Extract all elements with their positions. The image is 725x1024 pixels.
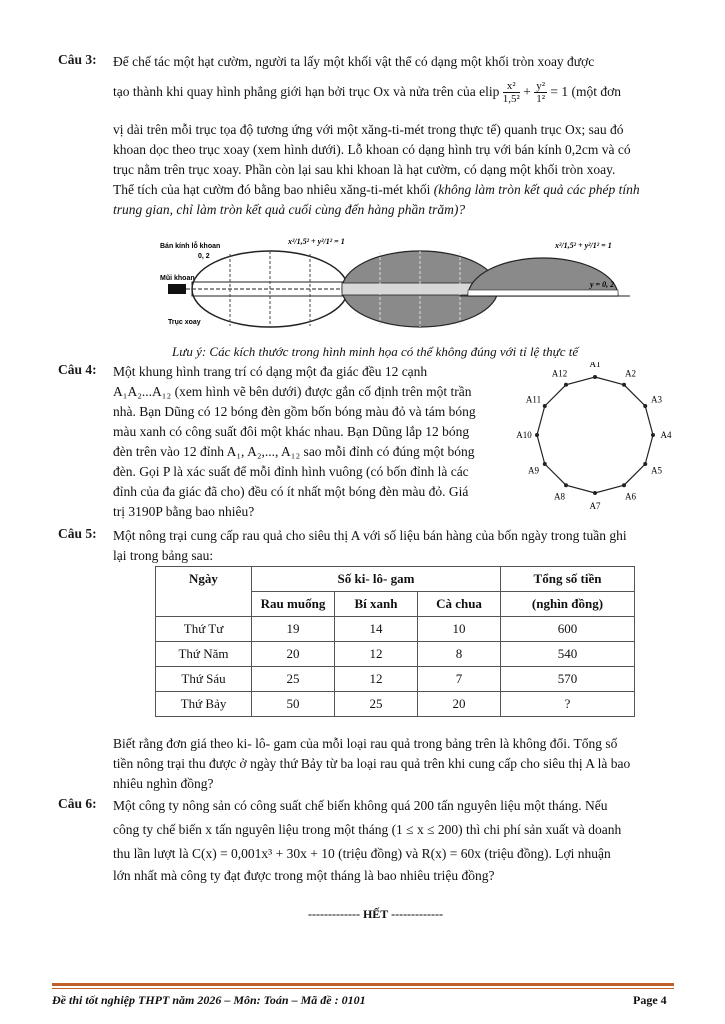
vertex-dot bbox=[643, 462, 647, 466]
table-cell: 8 bbox=[418, 642, 501, 667]
table-row bbox=[156, 667, 635, 692]
q6-line1: Một công ty nông sản có công suất chế biến không quá 200 tấn nguyên liệu một tháng. Nếu bbox=[113, 798, 608, 813]
footer-divider-thin bbox=[52, 988, 674, 989]
vertex-label: A4 bbox=[660, 430, 672, 440]
q4-line7: đỉnh của đa giác đã cho) đều có ít nhất một bóng đèn màu đỏ. Giá bbox=[113, 484, 469, 499]
table-cell: ? bbox=[501, 692, 635, 717]
svg-text:Mũi khoan: Mũi khoan bbox=[160, 275, 195, 282]
svg-text:x²/1,5² + y²/1² = 1: x²/1,5² + y²/1² = 1 bbox=[555, 241, 612, 250]
q3-line7: trung gian, chỉ làm tròn kết quả cuối cùng đến hàng phần trăm)? bbox=[113, 202, 466, 217]
page-number: Page 4 bbox=[633, 993, 667, 1007]
q3-line2: tạo thành khi quay hình phẳng giới hạn bởi trục Ox và nửa trên của elip $\frac{\text{x²}}{\text{1,5²}}$ + $\frac{\text{y²}}{\text{1²}}$ = 1 (một đơn bbox=[113, 80, 621, 106]
bead-figure bbox=[160, 234, 635, 339]
table-cell: 7 bbox=[418, 667, 501, 692]
q4-line3: nhà. Bạn Dũng có 12 bóng đèn gồm bốn bóng màu đỏ và tám bóng bbox=[113, 404, 476, 419]
q3-line2a: tạo thành khi quay hình phẳng giới hạn bởi trục Ox và nửa trên của elip bbox=[113, 84, 500, 99]
dodecagon-outline bbox=[537, 377, 653, 493]
table-row bbox=[156, 617, 635, 642]
header-kg: Số ki- lô- gam bbox=[252, 567, 501, 592]
q3-line6: Thể tích của hạt cườm đó bằng bao nhiêu xăng-ti-mét khối (không làm tròn kết quả các phép tính bbox=[113, 182, 640, 197]
header-total: Tổng số tiền bbox=[501, 567, 635, 592]
vertex-label: A6 bbox=[625, 491, 636, 502]
header-col: Bí xanh bbox=[335, 592, 418, 617]
vertex-dot bbox=[651, 433, 655, 437]
q5-after1: Biết rằng đơn giá theo ki- lô- gam của mỗi loại rau quả trong bảng trên là không đổi. Tổng số bbox=[113, 736, 618, 751]
table-cell: 20 bbox=[252, 642, 335, 667]
q5-after2: tiền nông trại thu được ở ngày thứ Bảy từ ba loại rau quả trên khi cung cấp cho siêu thị A là bao bbox=[113, 756, 631, 771]
table-cell: 25 bbox=[252, 667, 335, 692]
vertex-label: A8 bbox=[554, 491, 565, 502]
table-cell: 19 bbox=[252, 617, 335, 642]
q5-after3: nhiêu nghìn đồng? bbox=[113, 776, 214, 791]
q4-line1: Một khung hình trang trí có dạng một đa giác đều 12 cạnh bbox=[113, 364, 428, 379]
vertex-label: A5 bbox=[650, 465, 662, 476]
q4-line8: trị 3190P bằng bao nhiêu? bbox=[113, 504, 255, 519]
table-cell: Thứ Sáu bbox=[156, 667, 252, 692]
q6-line4: lớn nhất mà công ty đạt được trong một tháng là bao nhiêu triệu đồng? bbox=[113, 868, 495, 883]
q3-note: Lưu ý: Các kích thước trong hình minh họa có thể không đúng với tỉ lệ thực tế bbox=[172, 344, 579, 359]
q4-line4: màu xanh có công suất đôi một khác nhau. Bạn Dũng lắp 12 bóng bbox=[113, 424, 470, 439]
question-4-label: Câu 4: bbox=[58, 362, 97, 377]
q3-line1: Để chế tác một hạt cườm, người ta lấy một khối vật thể có dạng một khối tròn xoay được bbox=[113, 54, 595, 69]
q3-line2b: = 1 (một đơn bbox=[550, 84, 621, 99]
question-6-label: Câu 6: bbox=[58, 796, 97, 811]
table-cell: 540 bbox=[501, 642, 635, 667]
table-cell: 14 bbox=[335, 617, 418, 642]
q4-line2: A₁A₂...A₁₂ (xem hình vẽ bên dưới) được gắn cố định trên một trần bbox=[113, 384, 472, 399]
q5-line1: Một nông trại cung cấp rau quả cho siêu thị A với số liệu bán hàng của bốn ngày trong tuần ghi bbox=[113, 528, 627, 543]
vertex-label: A9 bbox=[528, 465, 540, 476]
vertex-label: A10 bbox=[516, 430, 532, 440]
vertex-dot bbox=[643, 404, 647, 408]
table-cell: 25 bbox=[335, 692, 418, 717]
svg-text:0, 2: 0, 2 bbox=[198, 253, 210, 260]
vertex-label: A3 bbox=[650, 394, 662, 405]
footer-divider bbox=[52, 983, 674, 986]
q4-line5: đèn trên vào 12 đỉnh A₁, A₂,..., A₁₂ sao mỗi đỉnh có đúng một bóng bbox=[113, 444, 475, 459]
vertex-label: A7 bbox=[589, 501, 601, 511]
vertex-dot bbox=[593, 375, 597, 379]
q3-line3: vị dài trên mỗi trục tọa độ tương ứng với một xăng-ti-mét trong thực tế) quanh trục Ox; sau đó bbox=[113, 122, 624, 137]
end-marker: ------------- HẾT ------------- bbox=[308, 907, 444, 921]
table-cell: 50 bbox=[252, 692, 335, 717]
header-col: Rau muống bbox=[252, 592, 335, 617]
table-cell: 10 bbox=[418, 617, 501, 642]
vertex-dot bbox=[543, 462, 547, 466]
vertex-dot bbox=[622, 383, 626, 387]
vertex-dot bbox=[622, 483, 626, 487]
ellipse-frac-x: $\frac{\text{x²}}{\text{1,5²}}$ bbox=[502, 80, 520, 106]
vertex-label: A12 bbox=[551, 368, 568, 379]
dodecagon-figure bbox=[510, 362, 710, 512]
table-cell: 570 bbox=[501, 667, 635, 692]
table-row bbox=[156, 642, 635, 667]
q4-line6: đèn. Gọi P là xác suất để mỗi đỉnh hình vuông (có bốn đỉnh là các bbox=[113, 464, 469, 479]
vertex-label: A2 bbox=[625, 368, 636, 379]
question-5-label: Câu 5: bbox=[58, 526, 97, 541]
q3-line4: khoan dọc theo trục xoay (xem hình dưới). Lỗ khoan có dạng hình trụ với bán kính 0,2cm và có bbox=[113, 142, 631, 157]
table-cell: 20 bbox=[418, 692, 501, 717]
q3-line5: trục nằm trên trục xoay. Phần còn lại sau khi khoan là hạt cườm, có dạng một khối tròn xoay. bbox=[113, 162, 616, 177]
vertex-dot bbox=[543, 404, 547, 408]
header-total-unit: (nghìn đồng) bbox=[501, 592, 635, 617]
ellipse-frac-y: $\frac{\text{y²}}{\text{1²}}$ bbox=[536, 80, 545, 106]
drill-bit-icon bbox=[168, 284, 186, 294]
svg-text:x²/1,5² + y²/1² = 1: x²/1,5² + y²/1² = 1 bbox=[288, 237, 345, 246]
vertex-label: A11 bbox=[525, 394, 542, 405]
sales-table bbox=[155, 566, 635, 717]
footer-title: Đề thi tốt nghiệp THPT năm 2026 – Môn: Toán – Mã đề : 0101 bbox=[52, 993, 366, 1007]
vertex-dot bbox=[593, 491, 597, 495]
table-cell: 12 bbox=[335, 642, 418, 667]
question-3-label: Câu 3: bbox=[58, 52, 97, 67]
table-cell: Thứ Năm bbox=[156, 642, 252, 667]
q6-line3: thu lần lượt là C(x) = 0,001x³ + 30x + 10 (triệu đồng) và R(x) = 60x (triệu đồng). Lợi nhuận bbox=[113, 846, 611, 861]
svg-text:y = 0, 2: y = 0, 2 bbox=[590, 280, 615, 289]
q6-line2: công ty chế biến x tấn nguyên liệu trong một tháng (1 ≤ x ≤ 200) thì chi phí sản xuất và doanh bbox=[113, 822, 622, 837]
header-col: Cà chua bbox=[418, 592, 501, 617]
vertex-label: A1 bbox=[589, 362, 601, 369]
svg-text:Bán kính lỗ khoan: Bán kính lỗ khoan bbox=[160, 243, 221, 250]
vertex-dot bbox=[564, 383, 568, 387]
q5-line2: lại trong bảng sau: bbox=[113, 548, 214, 563]
header-day: Ngày bbox=[156, 567, 252, 617]
table-row bbox=[156, 692, 635, 717]
table-cell: Thứ Tư bbox=[156, 617, 252, 642]
svg-text:Trục xoay: Trục xoay bbox=[168, 319, 201, 326]
vertex-dot bbox=[564, 483, 568, 487]
table-cell: 12 bbox=[335, 667, 418, 692]
vertex-dot bbox=[535, 433, 539, 437]
table-cell: Thứ Bảy bbox=[156, 692, 252, 717]
table-cell: 600 bbox=[501, 617, 635, 642]
